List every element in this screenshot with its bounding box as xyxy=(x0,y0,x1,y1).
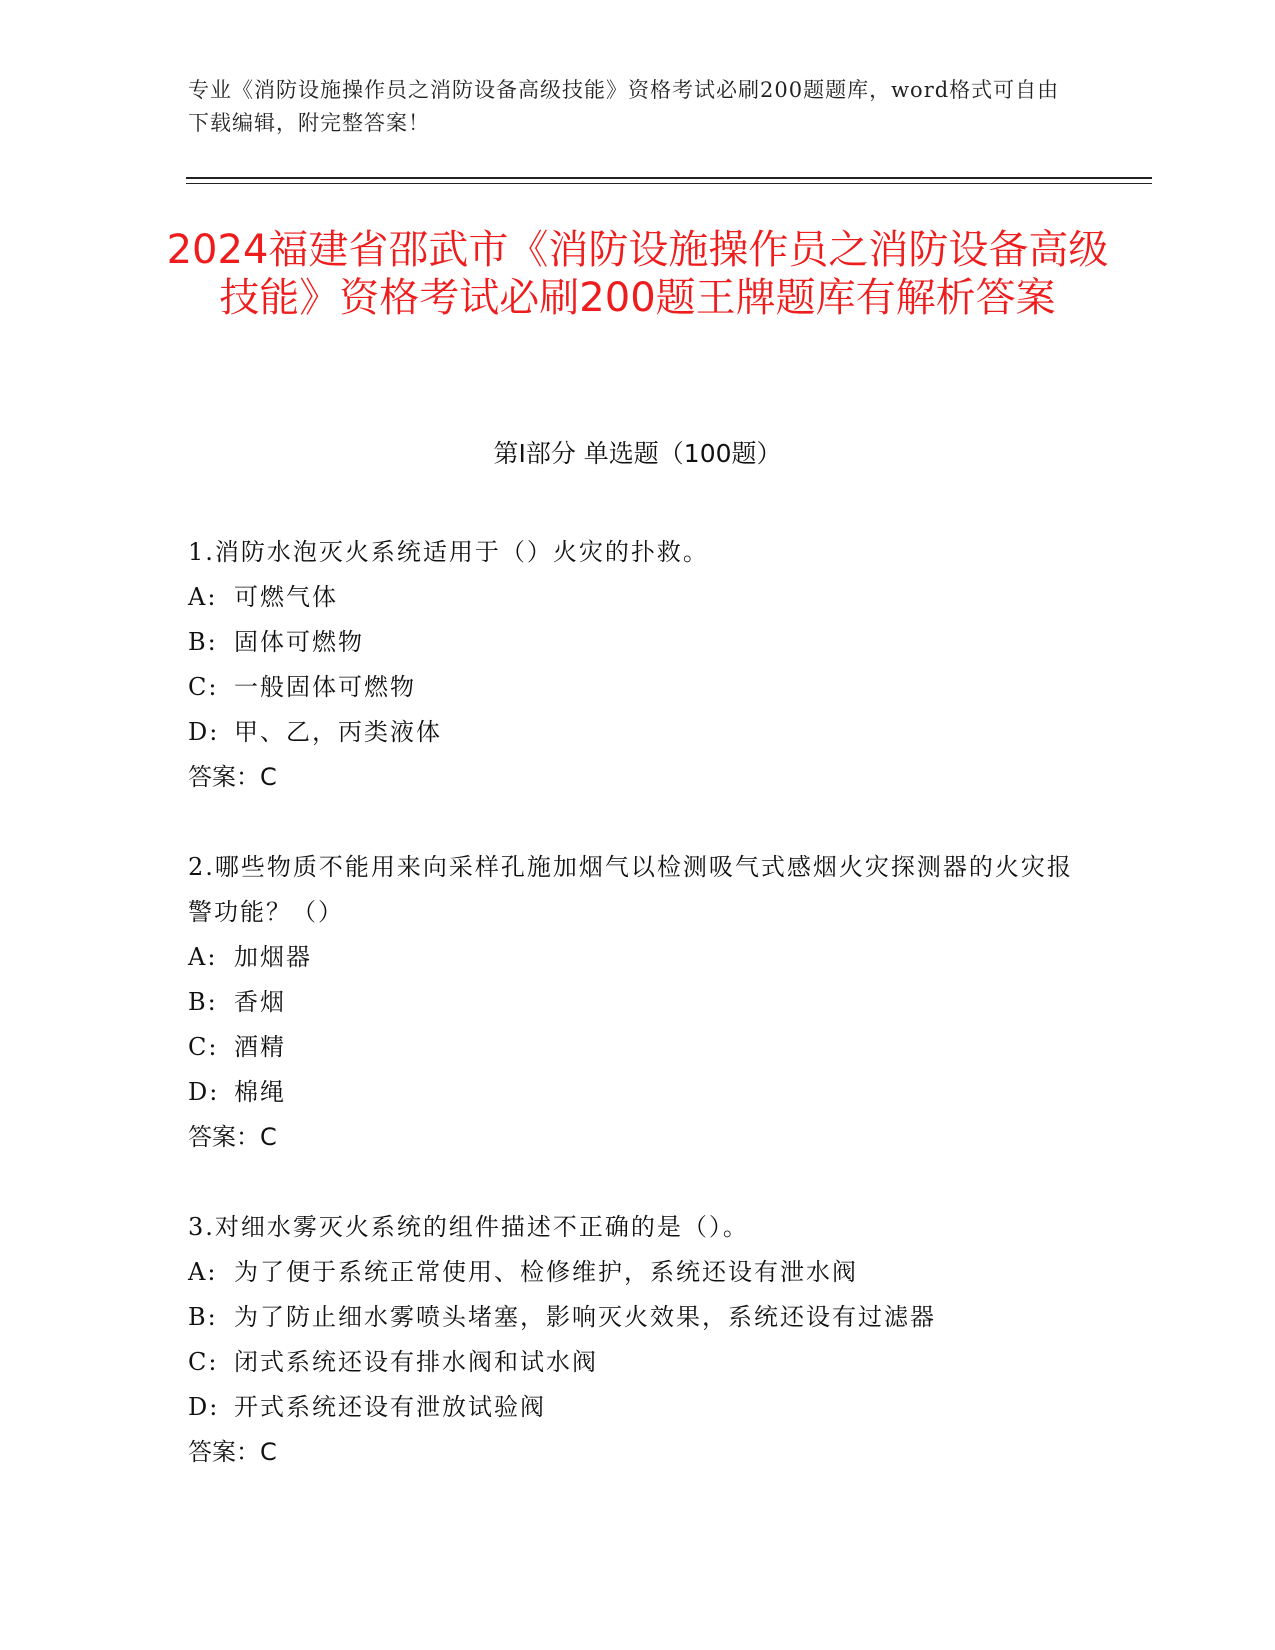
option-c xyxy=(188,665,1088,710)
option-d xyxy=(188,1070,1088,1115)
option-d xyxy=(188,1385,1088,1430)
question-1 xyxy=(188,530,1088,800)
option-letter: D: xyxy=(188,718,220,746)
option-letter: C: xyxy=(188,1348,219,1376)
option-c xyxy=(188,1340,1088,1385)
header-divider-thick xyxy=(186,177,1152,179)
header-divider-thin xyxy=(186,183,1152,184)
option-letter: D: xyxy=(188,1393,220,1421)
section-heading: 第I部分 单选题（100题） xyxy=(493,439,782,468)
option-d xyxy=(188,710,1088,755)
option-letter: B: xyxy=(188,1303,218,1331)
option-letter: D: xyxy=(188,1078,220,1106)
option-letter: B: xyxy=(188,628,218,656)
option-text: 加烟器 xyxy=(234,943,312,971)
question-3 xyxy=(188,1205,1088,1475)
header-note: 专业《消防设施操作员之消防设备高级技能》资格考试必刷200题题库，word格式可自由下载编辑，附完整答案！ xyxy=(188,78,1060,135)
option-text: 为了防止细水雾喷头堵塞，影响灭火效果，系统还设有过滤器 xyxy=(234,1303,936,1331)
answer-line: 答案：C xyxy=(188,1438,277,1466)
question-stem: 2.哪些物质不能用来向采样孔施加烟气以检测吸气式感烟火灾探测器的火灾报警功能？（） xyxy=(188,853,1073,926)
option-text: 棉绳 xyxy=(234,1078,286,1106)
option-text: 为了便于系统正常使用、检修维护，系统还设有泄水阀 xyxy=(234,1258,858,1286)
option-text: 闭式系统还设有排水阀和试水阀 xyxy=(234,1348,598,1376)
option-letter: B: xyxy=(188,988,218,1016)
option-text: 香烟 xyxy=(234,988,286,1016)
option-text: 固体可燃物 xyxy=(234,628,364,656)
option-text: 开式系统还设有泄放试验阀 xyxy=(234,1393,546,1421)
question-stem: 1.消防水泡灭火系统适用于（）火灾的扑救。 xyxy=(188,538,709,566)
option-text: 可燃气体 xyxy=(234,583,338,611)
option-a xyxy=(188,935,1088,980)
answer-line: 答案：C xyxy=(188,763,277,791)
option-letter: A: xyxy=(188,943,218,971)
option-letter: C: xyxy=(188,673,219,701)
option-text: 一般固体可燃物 xyxy=(234,673,416,701)
option-a xyxy=(188,1250,1088,1295)
option-b xyxy=(188,980,1088,1025)
question-stem: 3.对细水雾灭火系统的组件描述不正确的是（）。 xyxy=(188,1213,749,1241)
option-letter: A: xyxy=(188,583,218,611)
question-list xyxy=(188,530,1088,1520)
option-b xyxy=(188,620,1088,665)
option-c xyxy=(188,1025,1088,1070)
option-letter: A: xyxy=(188,1258,218,1286)
option-text: 酒精 xyxy=(234,1033,286,1061)
answer-line: 答案：C xyxy=(188,1123,277,1151)
document-title: 2024福建省邵武市《消防设施操作员之消防设备高级技能》资格考试必刷200题王牌题库有解析答案 xyxy=(166,227,1109,321)
option-text: 甲、乙，丙类液体 xyxy=(234,718,442,746)
option-b xyxy=(188,1295,1088,1340)
option-letter: C: xyxy=(188,1033,219,1061)
option-a xyxy=(188,575,1088,620)
question-2 xyxy=(188,845,1088,1160)
